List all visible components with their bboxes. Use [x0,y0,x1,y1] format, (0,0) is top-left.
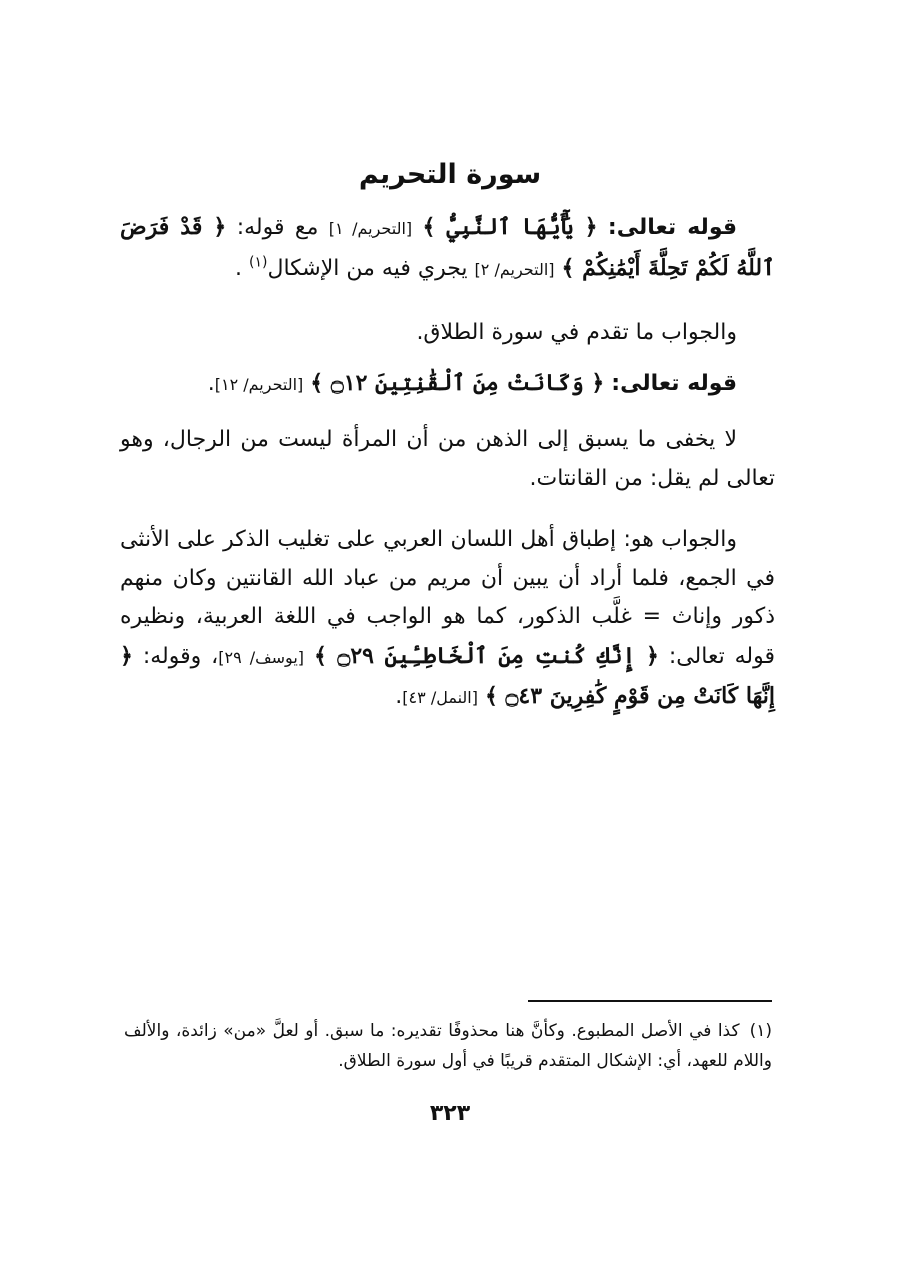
paragraph-5-mid: ، وقوله: [142,643,219,669]
paragraph-1-end: . [235,255,242,281]
paragraph-5-verse-2: ﴿ إِنَّهَا كَانَتْ مِن قَوْمٍ كَٰفِرِينَ ۝٤٣ ﴾ [120,642,775,709]
paragraph-1-ref-2: [التحريم/ ٢] [474,259,555,279]
paragraph-1-tail: يجري فيه من الإشكال [267,255,468,281]
footnote [124,1016,772,1076]
footnote-marker: (١) [249,254,268,271]
paragraph-1-lead: قوله تعالى: [607,215,738,240]
footnote-text: كذا في الأصل المطبوع. وكأنَّ هنا محذوفًا تقديره: ما سبق. أو لعلَّ «من» زائدة، والألف واللام للعهد، أي: الإشكال المتقدم قريبًا في أول سورة الطلاق. [124,1021,772,1071]
paragraph-3-lead: قوله تعالى: [611,371,737,396]
paragraph-5-text: والجواب هو: إطباق أهل اللسان العربي على تغليب الذكر على الأنثى في الجمع، فلما أراد أن يبين أن مريم من عباد الله القانتين وكان منهم ذكور وإناث = غلَّب الذكور، كما هو الواجب في اللغة العربية، ونظيره قوله تعالى: [120,527,775,669]
paragraph-1-mid: مع قوله: [236,215,319,240]
paragraph-4 [120,421,775,498]
paragraph-3-end: . [207,371,215,396]
page-number: ٣٢٣ [429,1101,471,1126]
paragraph-3 [120,364,775,405]
paragraph-2-text: والجواب ما تقدم في سورة الطلاق. [416,320,737,345]
paragraph-1 [120,208,775,289]
paragraph-5-ref-2: [النمل/ ٤٣] [402,688,478,707]
paragraph-5 [120,521,775,718]
paragraph-3-ref: [التحريم/ ١٢] [214,375,304,394]
paragraph-3-verse: ﴿ وَكَانَتْ مِنَ ٱلْقَٰنِتِينَ ۝١٢ ﴾ [310,370,605,396]
paragraph-1-ref-1: [التحريم/ ١] [328,219,413,238]
paragraph-5-verse-1: ﴿ إِنَّكِ كُنتِ مِنَ ٱلْخَاطِـِٔينَ ۝٢٩ ﴾ [313,642,659,669]
paragraph-1-verse-2: ﴿ قَدْ فَرَضَ ٱللَّهُ لَكُمْ تَحِلَّةَ أَيْمَٰنِكُمْ ﴾ [120,214,775,281]
paragraph-2 [120,314,775,353]
paragraph-5-ref-1: [يوسف/ ٢٩] [218,647,305,667]
footnote-divider [528,1000,772,1002]
paragraph-5-end: . [395,684,403,709]
paragraph-1-verse-1: ﴿ يَٰٓأَيُّهَا ٱلنَّبِيُّ ﴾ [422,214,598,240]
surah-title: سورة التحريم [358,159,542,190]
paragraph-4-text: لا يخفى ما يسبق إلى الذهن من أن المرأة ليست من الرجال، وهو تعالى لم يقل: من القانتات. [120,427,775,491]
footnote-number: (١) [749,1021,772,1041]
